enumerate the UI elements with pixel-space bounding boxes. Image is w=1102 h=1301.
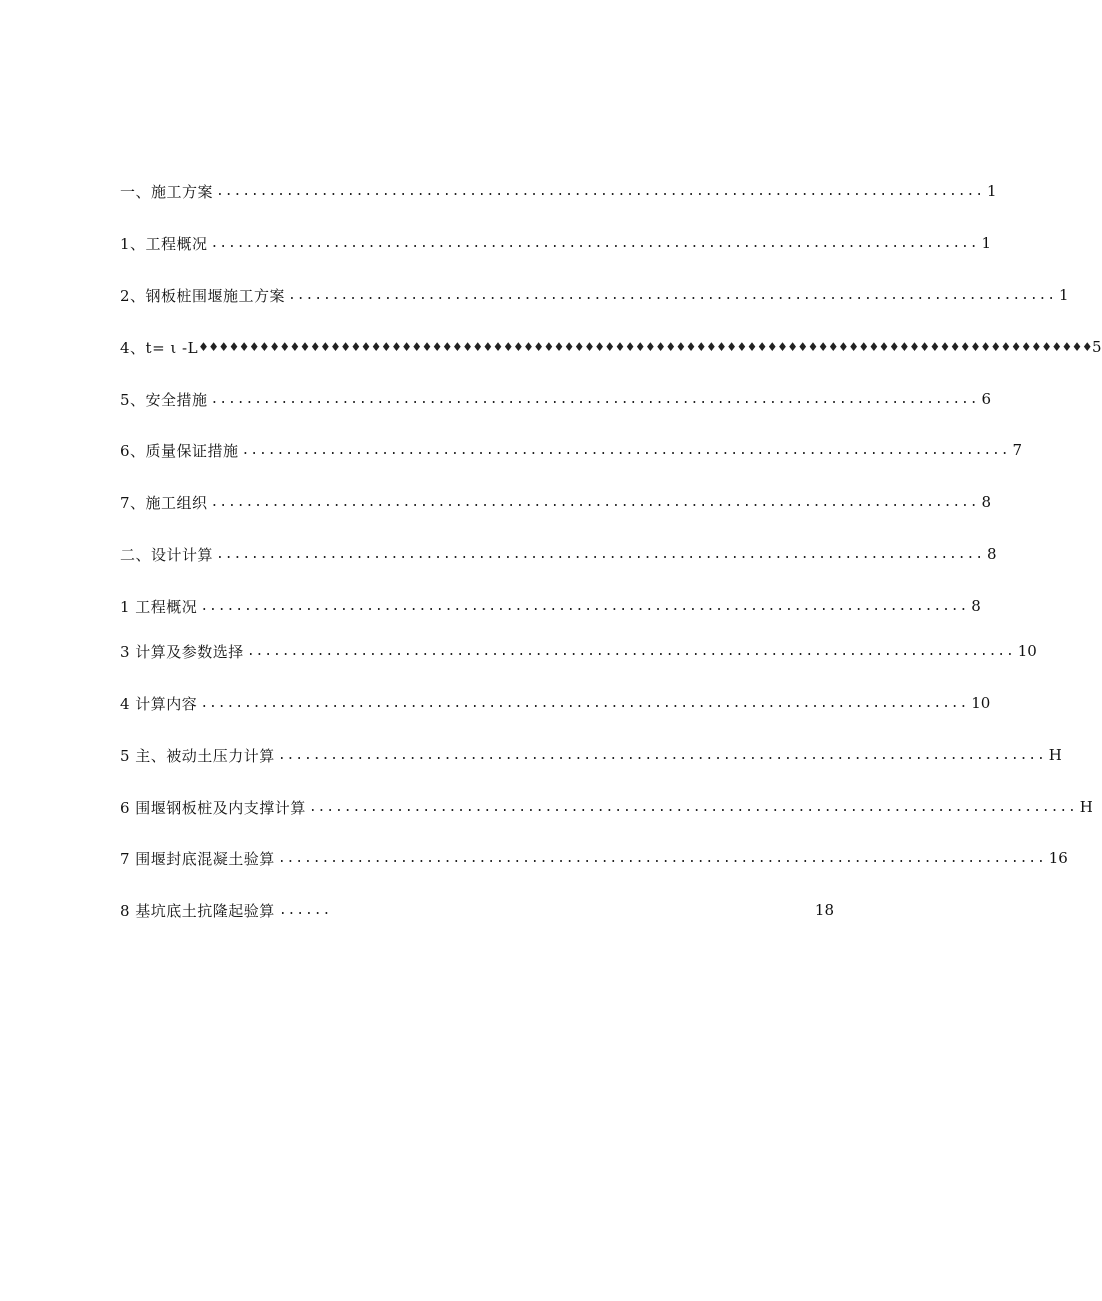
toc-entry-label: 7、施工组织: [120, 493, 208, 512]
toc-entry-label: 二、设计计算: [120, 545, 214, 564]
toc-entry-label: 1、工程概况: [120, 234, 208, 253]
toc-leader-dots: ........................................................................................: [210, 235, 979, 251]
toc-entry-bottom-seal-concrete[interactable]: [120, 846, 1068, 870]
toc-entry-label: 一、施工方案: [120, 182, 214, 201]
toc-entry-label: 2、钢板桩围堰施工方案: [120, 286, 286, 305]
toc-entry-calc-project-overview[interactable]: [120, 594, 981, 618]
toc-page-number: 18: [814, 901, 834, 919]
toc-entry-project-overview[interactable]: [120, 231, 992, 255]
toc-page-number: 10: [971, 694, 991, 712]
toc-entry-calculation-content[interactable]: [120, 691, 991, 715]
toc-page-number: 1: [981, 234, 992, 252]
toc-leader-dots: ......: [278, 902, 332, 918]
toc-page-number: H: [1048, 746, 1062, 764]
toc-page-number: 8: [986, 545, 997, 563]
toc-leader-dots: ........................................................................................: [246, 643, 1015, 659]
toc-page-number: 16: [1048, 849, 1068, 867]
toc-leader-dots: ........................................................................................: [241, 442, 1010, 458]
toc-leader-dots: ........................................................................................: [210, 391, 979, 407]
toc-entry-quality-assurance[interactable]: [120, 438, 1023, 462]
toc-page-number: 6: [981, 390, 992, 408]
toc-entry-construction-plan[interactable]: [120, 179, 997, 203]
toc-entry-sheet-pile-plan[interactable]: [120, 283, 1069, 307]
toc-leader-dots: ........................................................................................: [210, 494, 979, 510]
toc-entry-heave-check[interactable]: [120, 898, 834, 922]
toc-entry-label: 6、质量保证措施: [120, 441, 239, 460]
toc-entry-label: 4、t= ι -L: [120, 338, 199, 357]
toc-page-number: 8: [981, 493, 992, 511]
toc-page-number: 7: [1012, 441, 1023, 459]
toc-page-number: 1: [1059, 286, 1069, 304]
toc-leader-dots: ........................................................................................: [308, 799, 1077, 815]
toc-leader-dots: ........................................................................................: [277, 747, 1046, 763]
toc-entry-sheet-pile-bracing[interactable]: [120, 795, 1093, 819]
toc-leader-dots: ........................................................................................: [277, 850, 1046, 866]
toc-entry-label: 8 基坑底土抗隆起验算: [120, 901, 275, 920]
toc-leader-dots: ........................................................................................: [200, 598, 969, 614]
table-of-contents: [120, 0, 1102, 1301]
toc-entry-label: 4 计算内容: [120, 694, 198, 713]
toc-page-number: 1: [986, 182, 997, 200]
toc-page-number: 8: [971, 597, 981, 615]
toc-entry-safety-measures[interactable]: [120, 387, 992, 411]
toc-entry-label: 7 围堰封底混凝土验算: [120, 849, 275, 868]
toc-entry-label: 1 工程概况: [120, 597, 198, 616]
toc-page-number: 10: [1017, 642, 1037, 660]
toc-leader-dots: ........................................................................................: [288, 287, 1056, 303]
toc-entry-earth-pressure[interactable]: [120, 743, 1062, 767]
toc-entry-design-calculation[interactable]: [120, 542, 997, 566]
toc-leader-dots: ........................................................................................: [200, 695, 969, 711]
toc-entry-label: 5 主、被动土压力计算: [120, 746, 275, 765]
toc-entry-garbled[interactable]: [120, 335, 1102, 359]
toc-entry-construction-organization[interactable]: [120, 490, 992, 514]
toc-page-number: 5: [1091, 338, 1102, 356]
toc-leader-dots: ........................................................................................: [216, 183, 984, 199]
toc-entry-parameter-selection[interactable]: [120, 639, 1037, 663]
toc-leader-diamonds: ♦♦♦♦♦♦♦♦♦♦♦♦♦♦♦♦♦♦♦♦♦♦♦♦♦♦♦♦♦♦♦♦♦♦♦♦♦♦♦♦♦♦♦♦♦♦♦♦♦♦♦♦♦♦♦♦♦♦♦♦♦♦♦♦♦♦♦♦♦♦♦♦♦♦♦♦♦♦♦♦♦♦♦♦♦♦♦♦: [198, 340, 1092, 354]
toc-leader-dots: ........................................................................................: [216, 546, 984, 562]
toc-page-number: H: [1079, 798, 1093, 816]
toc-entry-label: 6 围堰钢板桩及内支撑计算: [120, 798, 306, 817]
toc-entry-label: 3 计算及参数选择: [120, 642, 244, 661]
toc-entry-label: 5、安全措施: [120, 390, 208, 409]
